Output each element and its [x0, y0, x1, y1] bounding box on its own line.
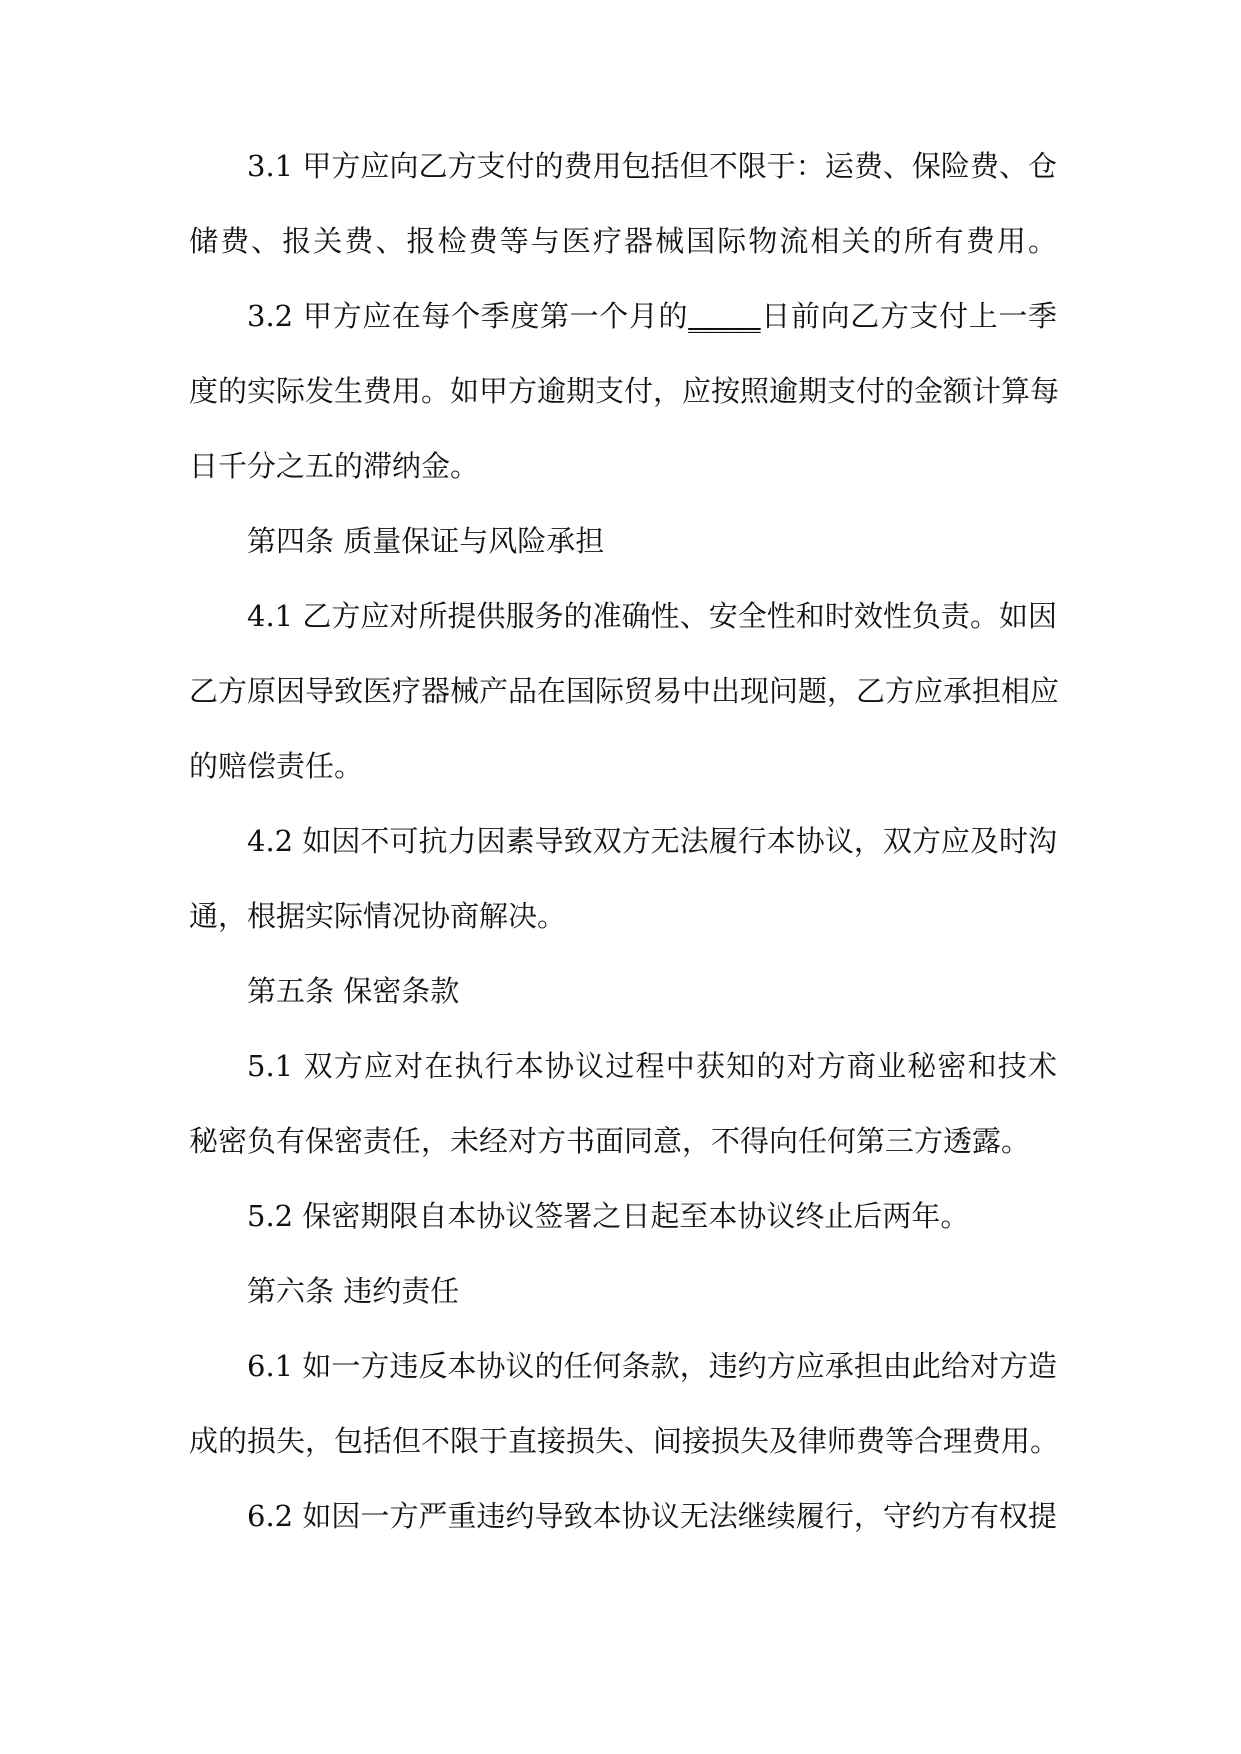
clause-5-2-line-1: 5.2 保密期限自本协议签署之日起至本协议终止后两年。: [247, 1199, 970, 1233]
clause-6-1-line-2: 成的损失，包括但不限于直接损失、间接损失及律师费等合理费用。: [189, 1424, 1060, 1458]
clause-3-2-line-3: 日千分之五的滞纳金。: [189, 449, 480, 483]
clause-4-2-line-2: 通，根据实际情况协商解决。: [189, 899, 567, 933]
clause-4-1-line-2: 乙方原因导致医疗器械产品在国际贸易中出现问题，乙方应承担相应: [189, 674, 1060, 708]
clause-4-1-line-3: 的赔偿责任。: [189, 749, 364, 783]
document-body: [189, 148, 1060, 1573]
clause-3-2-text-before-blank: 3.2 甲方应在每个季度第一个月的: [247, 299, 689, 333]
clause-3-2-text-after-blank: 日前向乙方支付上一季: [760, 299, 1057, 333]
article-4-heading: 第四条 质量保证与风险承担: [247, 524, 605, 558]
clause-4-1-line-1: 4.1 乙方应对所提供服务的准确性、安全性和时效性负责。如因: [247, 599, 1057, 633]
clause-4-2-line-1: 4.2 如因不可抗力因素导致双方无法履行本协议，双方应及时沟: [247, 824, 1057, 858]
fill-in-blank: _____: [688, 299, 761, 333]
clause-3-2-line-2: 度的实际发生费用。如甲方逾期支付，应按照逾期支付的金额计算每: [189, 374, 1060, 408]
clause-3-1-line-2: 储费、报关费、报检费等与医疗器械国际物流相关的所有费用。: [189, 224, 1057, 258]
clause-3-2-line-1: [189, 298, 1057, 373]
clause-6-2-line-1: 6.2 如因一方严重违约导致本协议无法继续履行，守约方有权提: [247, 1499, 1057, 1533]
clause-6-1-line-1: 6.1 如一方违反本协议的任何条款，违约方应承担由此给对方造: [247, 1349, 1057, 1383]
clause-3-1-line-1: 3.1 甲方应向乙方支付的费用包括但不限于：运费、保险费、仓: [247, 149, 1057, 183]
clause-5-1-line-2: 秘密负有保密责任，未经对方书面同意，不得向任何第三方透露。: [189, 1124, 1031, 1158]
article-5-heading: 第五条 保密条款: [247, 974, 460, 1008]
article-6-heading: 第六条 违约责任: [247, 1274, 460, 1308]
clause-5-1-line-1: 5.1 双方应对在执行本协议过程中获知的对方商业秘密和技术: [247, 1049, 1057, 1083]
